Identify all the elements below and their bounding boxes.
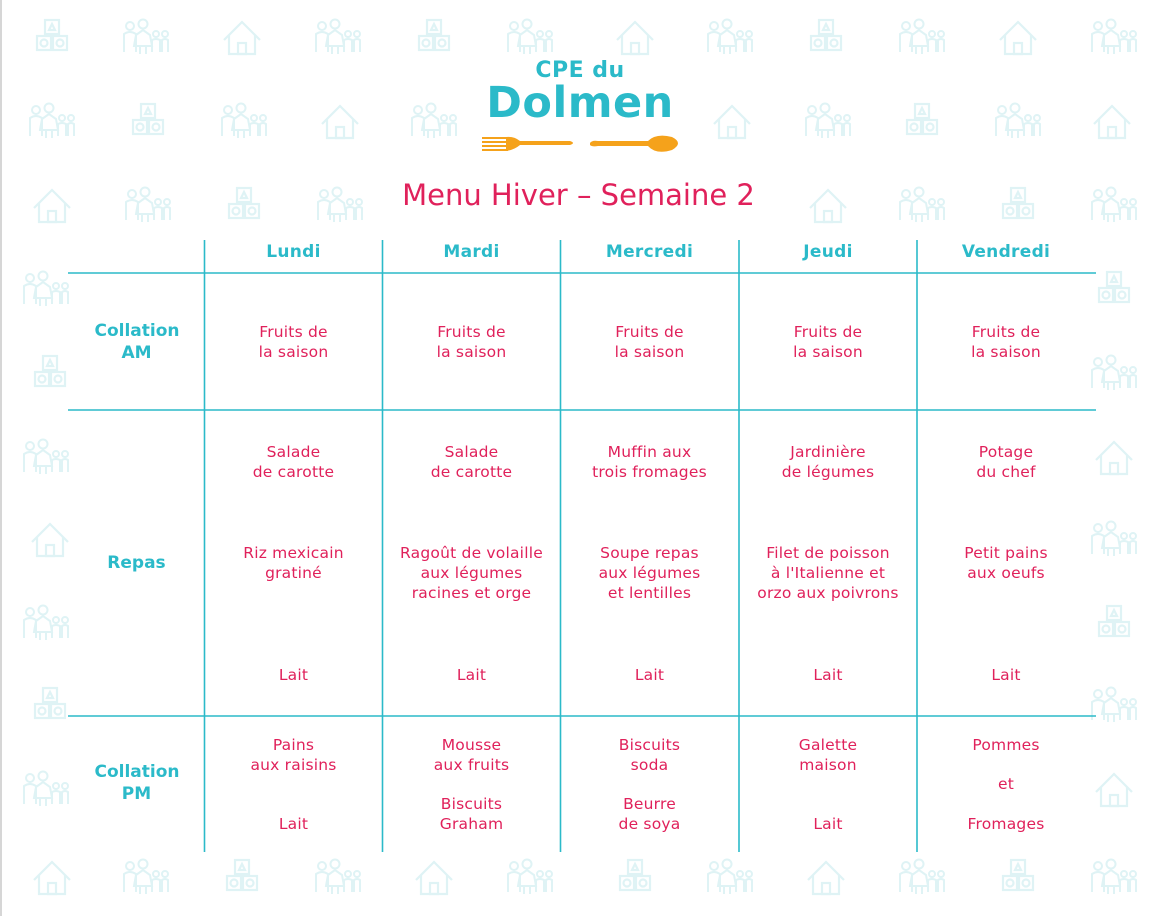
cell-repas-lundi-drink: Lait (278, 666, 309, 684)
menu-line: Ragoût de volaille (400, 544, 543, 562)
cell-pm-mardi-bottom (383, 794, 560, 834)
cell-pm-lundi-bottom: Lait (278, 815, 309, 833)
menu-line: soda (630, 756, 669, 774)
menu-line: de légumes (781, 463, 875, 481)
menu-line: la saison (258, 343, 329, 361)
menu-line: orzo aux poivrons (757, 584, 899, 602)
menu-line: Graham (439, 815, 504, 833)
menu-line: racines et orge (411, 584, 532, 602)
menu-line: Fruits de (615, 323, 684, 341)
menu-line: maison (799, 756, 857, 774)
cell-repas-jeudi-drink: Lait (813, 666, 843, 684)
menu-line: Fruits de (259, 323, 328, 341)
row-label-collation-pm (70, 761, 203, 805)
menu-line: Biscuits (440, 795, 503, 813)
page-title: Menu Hiver – Semaine 2 (402, 178, 755, 212)
menu-line: et lentilles (607, 584, 692, 602)
menu-line: aux raisins (250, 756, 337, 774)
cell-repas-mardi-drink: Lait (456, 666, 487, 684)
menu-line: Filet de poisson (766, 544, 890, 562)
day-header-mardi: Mardi (443, 242, 500, 262)
cell-repas-jeudi-entree (739, 442, 917, 482)
menu-line: Jardinière (790, 443, 866, 461)
menu-line: la saison (793, 343, 863, 361)
cell-pm-vendredi-top: Pommes (972, 736, 1040, 754)
cell-repas-mardi-main (383, 543, 560, 603)
menu-line: de carotte (252, 463, 335, 481)
menu-line: à l'Italienne et (770, 564, 886, 582)
cell-pm-jeudi-top (739, 735, 917, 775)
menu-line: aux légumes (420, 564, 523, 582)
logo-line-1: CPE du (535, 58, 625, 83)
cell-repas-mercredi-drink: Lait (634, 666, 665, 684)
cell-pm-mercredi-top (561, 735, 738, 775)
menu-line: Riz mexicain (243, 544, 344, 562)
cell-am-vendredi (917, 322, 1095, 362)
row-label-text: Collation AM (94, 321, 180, 363)
menu-line: du chef (976, 463, 1036, 481)
cell-pm-mercredi-bottom (561, 794, 738, 834)
menu-line: Fruits de (793, 323, 863, 341)
menu-line: Pains (272, 736, 315, 754)
cell-am-mercredi (561, 322, 738, 362)
cell-am-jeudi (739, 322, 917, 362)
day-header-mercredi: Mercredi (605, 242, 694, 262)
cell-pm-mardi-top (383, 735, 560, 775)
menu-line: Biscuits (618, 736, 681, 754)
menu-line: aux fruits (433, 756, 510, 774)
menu-line: gratiné (265, 564, 322, 582)
cell-pm-lundi-top (205, 735, 382, 775)
menu-line: Potage (978, 443, 1034, 461)
cell-repas-jeudi-main (739, 543, 917, 603)
cell-pm-jeudi-bottom: Lait (813, 815, 843, 833)
cell-repas-mercredi-entree (561, 442, 738, 482)
cell-pm-vendredi-bottom: Fromages (967, 815, 1045, 833)
cell-repas-lundi-entree (205, 442, 382, 482)
menu-line: aux oeufs (967, 564, 1045, 582)
logo-line-2: Dolmen (486, 78, 674, 128)
cell-repas-mercredi-main (561, 543, 738, 603)
menu-line: aux légumes (598, 564, 701, 582)
menu-line: Soupe repas (600, 544, 699, 562)
cell-repas-vendredi-drink: Lait (991, 666, 1021, 684)
menu-line: Muffin aux (607, 443, 692, 461)
menu-line: Galette (798, 736, 858, 754)
row-label-text: Repas (107, 553, 166, 573)
menu-line: la saison (614, 343, 685, 361)
menu-line: de soya (618, 815, 681, 833)
menu-line: Fruits de (437, 323, 506, 341)
menu-line: Beurre (623, 795, 676, 813)
menu-line: la saison (971, 343, 1041, 361)
cell-pm-vendredi-middle: et (997, 775, 1014, 793)
menu-line: Petit pains (964, 544, 1048, 562)
cell-repas-lundi-main (205, 543, 382, 583)
cell-am-lundi (205, 322, 382, 362)
menu-line: Fruits de (971, 323, 1041, 341)
menu-line: la saison (436, 343, 507, 361)
day-header-vendredi: Vendredi (961, 242, 1051, 262)
menu-line: de carotte (430, 463, 513, 481)
menu-line: Salade (266, 443, 321, 461)
menu-line: Salade (444, 443, 499, 461)
menu-line: trois fromages (592, 463, 707, 481)
cell-am-mardi (383, 322, 560, 362)
row-label-repas (70, 552, 203, 574)
row-label-text: Collation PM (94, 762, 180, 804)
row-label-collation-am (70, 320, 203, 364)
day-header-jeudi: Jeudi (803, 242, 853, 262)
cell-repas-mardi-entree (383, 442, 560, 482)
day-header-lundi: Lundi (266, 242, 321, 262)
cell-repas-vendredi-entree (917, 442, 1095, 482)
menu-line: Mousse (441, 736, 502, 754)
cell-repas-vendredi-main (917, 543, 1095, 583)
